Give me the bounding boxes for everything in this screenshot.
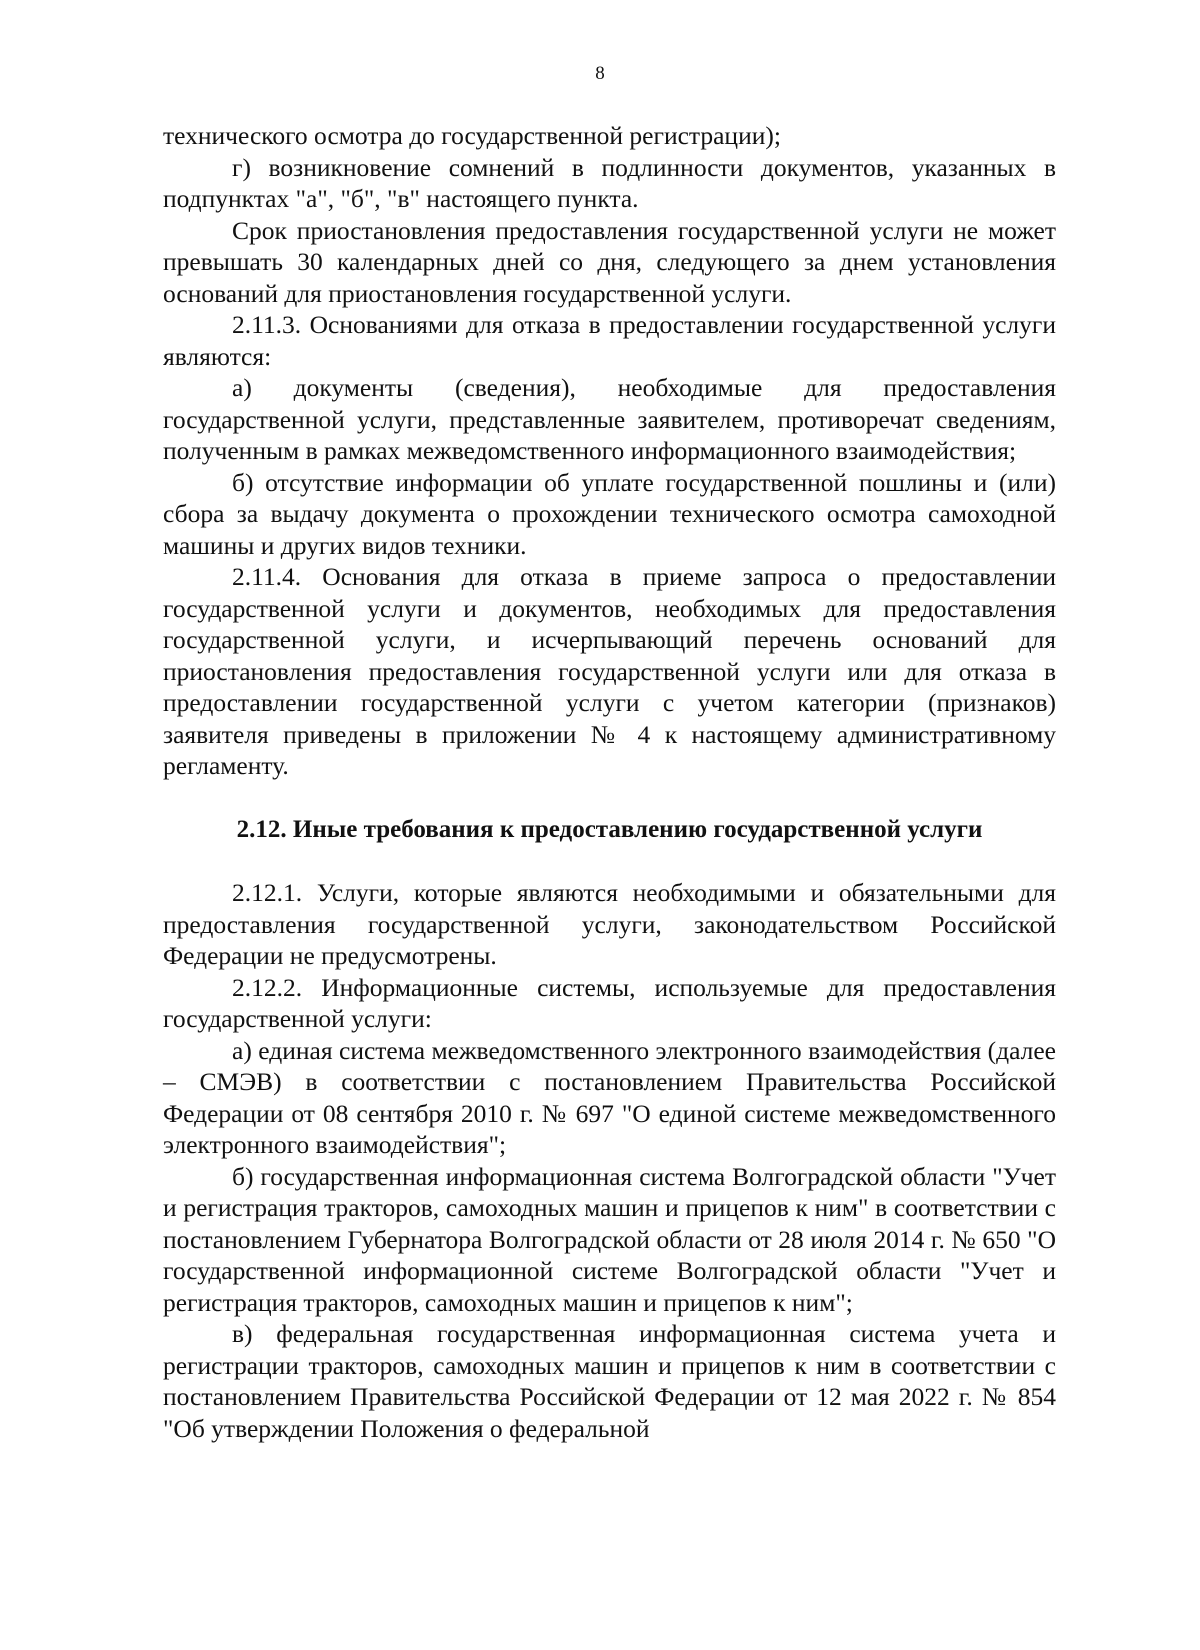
paragraph-2-11-4: 2.11.4. Основания для отказа в приеме запроса о предоставлении государственной услуги и документов, необходимых для предоставления государственной услуги, и исчерпывающий перечень оснований для приостановления предоставления государственной услуги или для отказа в предоставлении государственной услуги с учетом категории (признаков) заявителя приведены в приложении № 4 к настоящему административному регламенту. [163,562,1056,780]
section-heading-2-12: 2.12. Иные требования к предоставлению государственной услуги [236,815,983,843]
paragraph-2-12-1: 2.12.1. Услуги, которые являются необходимыми и обязательными для предоставления государственной услуги, законодательством Российской Федерации не предусмотрены. [163,878,1056,970]
document-body [163,120,1056,1444]
paragraph-2-12-2-v: в) федеральная государственная информационная система учета и регистрации тракторов, самоходных машин и прицепов к ним в соответствии с постановлением Правительства Российской Федерации от 12 мая 2022 г. № 854 "Об утверждении Положения о федеральной [163,1319,1056,1443]
paragraph-2-12-2-b: б) государственная информационная система Волгоградской области "Учет и регистрация тракторов, самоходных машин и прицепов к ним" в соответствии с постановлением Губернатора Волгоградской области от 28 июля 2014 г. № 650 "О государственной информационной системе Волгоградской области "Учет и регистрация тракторов, самоходных машин и прицепов к ним"; [163,1161,1056,1317]
paragraph-2-12-2-a: а) единая система межведомственного электронного взаимодействия (далее – СМЭВ) в соответствии с постановлением Правительства Российской Федерации от 08 сентября 2010 г. № 697 "О единой системе межведомственного электронного взаимодействия"; [163,1035,1056,1159]
paragraph-continuation: технического осмотра до государственной регистрации); [163,121,781,150]
paragraph-suspension-term: Срок приостановления предоставления государственной услуги не может превышать 30 календарных дней со дня, следующего за днем установления оснований для приостановления государственной услуги. [163,215,1056,308]
paragraph-2-11-3: 2.11.3. Основаниями для отказа в предоставлении государственной услуги являются: [163,310,1056,371]
paragraph-2-12-2: 2.12.2. Информационные системы, используемые для предоставления государственной услуги: [163,972,1056,1033]
paragraph-item-g: г) возникновение сомнений в подлинности документов, указанных в подпунктах "а", "б", "в" настоящего пункта. [163,152,1056,213]
page-number: 8 [595,63,605,84]
paragraph-2-11-3-a: а) документы (сведения), необходимые для предоставления государственной услуги, представленные заявителем, противоречат сведениям, полученным в рамках межведомственного информационного взаимодействия; [163,373,1056,465]
paragraph-2-11-3-b: б) отсутствие информации об уплате государственной пошлины и (или) сбора за выдачу документа о прохождении технического осмотра самоходной машины и других видов техники. [163,467,1056,560]
